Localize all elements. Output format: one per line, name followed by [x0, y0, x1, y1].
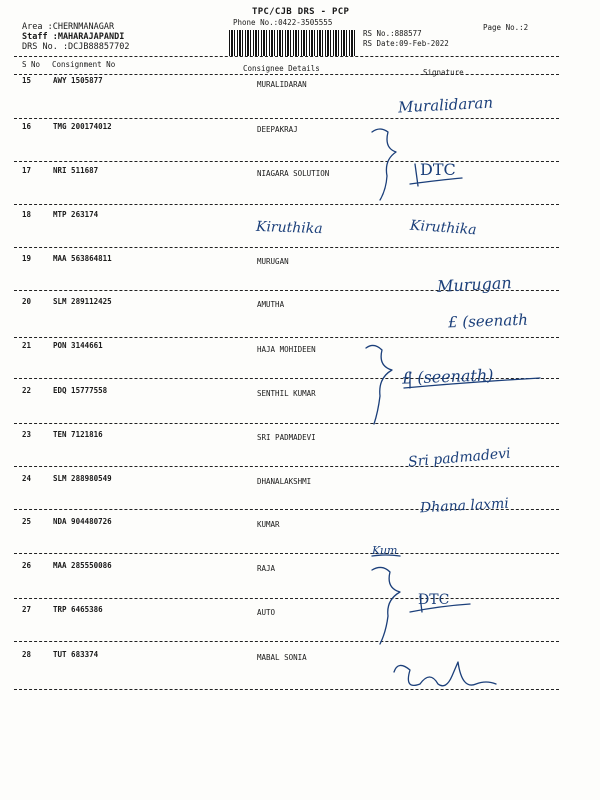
- row-consignment: TRP 6465386: [53, 605, 103, 614]
- row-divider: [14, 118, 559, 119]
- signature-kiruthika: Kiruthika: [255, 218, 323, 238]
- signature-dhanalakshmi: Dhana laxmi: [419, 495, 510, 517]
- divider: [14, 56, 559, 57]
- area-label: Area :CHERNMANAGAR: [22, 22, 115, 32]
- barcode: [229, 30, 355, 56]
- row-divider: [14, 204, 559, 205]
- row-consignee: DEEPAKRAJ: [257, 125, 298, 134]
- row-sno: 21: [22, 341, 32, 350]
- row-consignment: MAA 285550086: [53, 561, 112, 570]
- signature-seenath: £ (seenath: [447, 310, 529, 332]
- row-consignment: MTP 263174: [53, 210, 99, 219]
- signature-sri-padmadevi: Sri padmadevi: [407, 445, 512, 471]
- row-divider: [14, 247, 559, 248]
- row-sno: 17: [22, 166, 32, 175]
- row-sno: 26: [22, 561, 32, 570]
- row-consignment: NRI 511687: [53, 166, 99, 175]
- divider: [14, 74, 559, 75]
- row-consignment: TUT 683374: [53, 650, 99, 659]
- row-consignment: EDQ 15777558: [53, 386, 108, 395]
- row-consignee: SENTHIL KUMAR: [257, 389, 316, 398]
- row-divider: [14, 161, 559, 162]
- row-consignment: NDA 904480726: [53, 517, 112, 526]
- signature-murugan: Murugan: [436, 273, 513, 296]
- row-consignee: NIAGARA SOLUTION: [257, 169, 330, 178]
- row-divider: [14, 337, 559, 338]
- row-sno: 15: [22, 76, 32, 85]
- rs-number: RS No.:888577: [363, 29, 422, 38]
- row-consignment: SLM 288980549: [53, 474, 112, 483]
- row-consignment: TMG 200174012: [53, 122, 112, 131]
- row-consignee: AMUTHA: [257, 300, 285, 309]
- page-number: Page No.:2: [483, 23, 529, 32]
- column-header-sno: S No: [22, 60, 41, 69]
- row-consignment: PON 3144661: [53, 341, 103, 350]
- row-sno: 19: [22, 254, 32, 263]
- signature-muralidaran: Muralidaran: [397, 93, 494, 117]
- row-consignment: MAA 563864811: [53, 254, 112, 263]
- column-header-consignee: Consignee Details: [243, 64, 320, 73]
- row-sno: 22: [22, 386, 32, 395]
- phone-number: Phone No.:0422-3505555: [233, 18, 333, 27]
- row-consignee: MURUGAN: [257, 257, 289, 266]
- row-sno: 23: [22, 430, 32, 439]
- row-divider: [14, 466, 559, 467]
- row-sno: 20: [22, 297, 32, 306]
- row-consignee: MURALIDARAN: [257, 80, 307, 89]
- row-consignee: KUMAR: [257, 520, 280, 529]
- row-sno: 16: [22, 122, 32, 131]
- row-consignee: SRI PADMADEVI: [257, 433, 316, 442]
- row-consignment: TEN 7121816: [53, 430, 103, 439]
- document-title: TPC/CJB DRS - PCP: [252, 7, 350, 17]
- rs-date: RS Date:09-Feb-2022: [363, 39, 449, 48]
- row-consignee: HAJA MOHIDEEN: [257, 345, 316, 354]
- row-sno: 28: [22, 650, 32, 659]
- signature-kiruthika: Kiruthika: [409, 217, 478, 239]
- row-divider: [14, 423, 559, 424]
- row-consignment: SLM 289112425: [53, 297, 112, 306]
- column-header-signature: Signature: [423, 68, 464, 77]
- signature-seenath: £ (seenath): [401, 365, 494, 388]
- row-sno: 25: [22, 517, 32, 526]
- row-consignee: DHANALAKSHMI: [257, 477, 312, 486]
- drs-number: DRS No. :DCJB88857702: [22, 42, 130, 52]
- row-consignee: MABAL SONIA: [257, 653, 307, 662]
- signature-kumar: Kum: [372, 544, 398, 557]
- row-consignee: RAJA: [257, 564, 276, 573]
- row-consignment: AWY 1505877: [53, 76, 103, 85]
- bracket-stroke: [372, 567, 400, 644]
- signature-dtc: DTC: [420, 160, 456, 179]
- signature-dtc: DTC: [418, 592, 450, 608]
- signature-stroke: [394, 662, 496, 686]
- column-header-consignment: Consignment No: [52, 60, 116, 69]
- bracket-stroke: [372, 129, 396, 200]
- row-consignee: AUTO: [257, 608, 276, 617]
- row-sno: 24: [22, 474, 32, 483]
- row-divider: [14, 641, 559, 642]
- row-divider: [14, 553, 559, 554]
- row-sno: 27: [22, 605, 32, 614]
- bracket-stroke: [366, 345, 392, 424]
- staff-label: Staff :MAHARAJAPANDI: [22, 32, 125, 42]
- row-divider: [14, 598, 559, 599]
- row-divider: [14, 689, 559, 690]
- row-sno: 18: [22, 210, 32, 219]
